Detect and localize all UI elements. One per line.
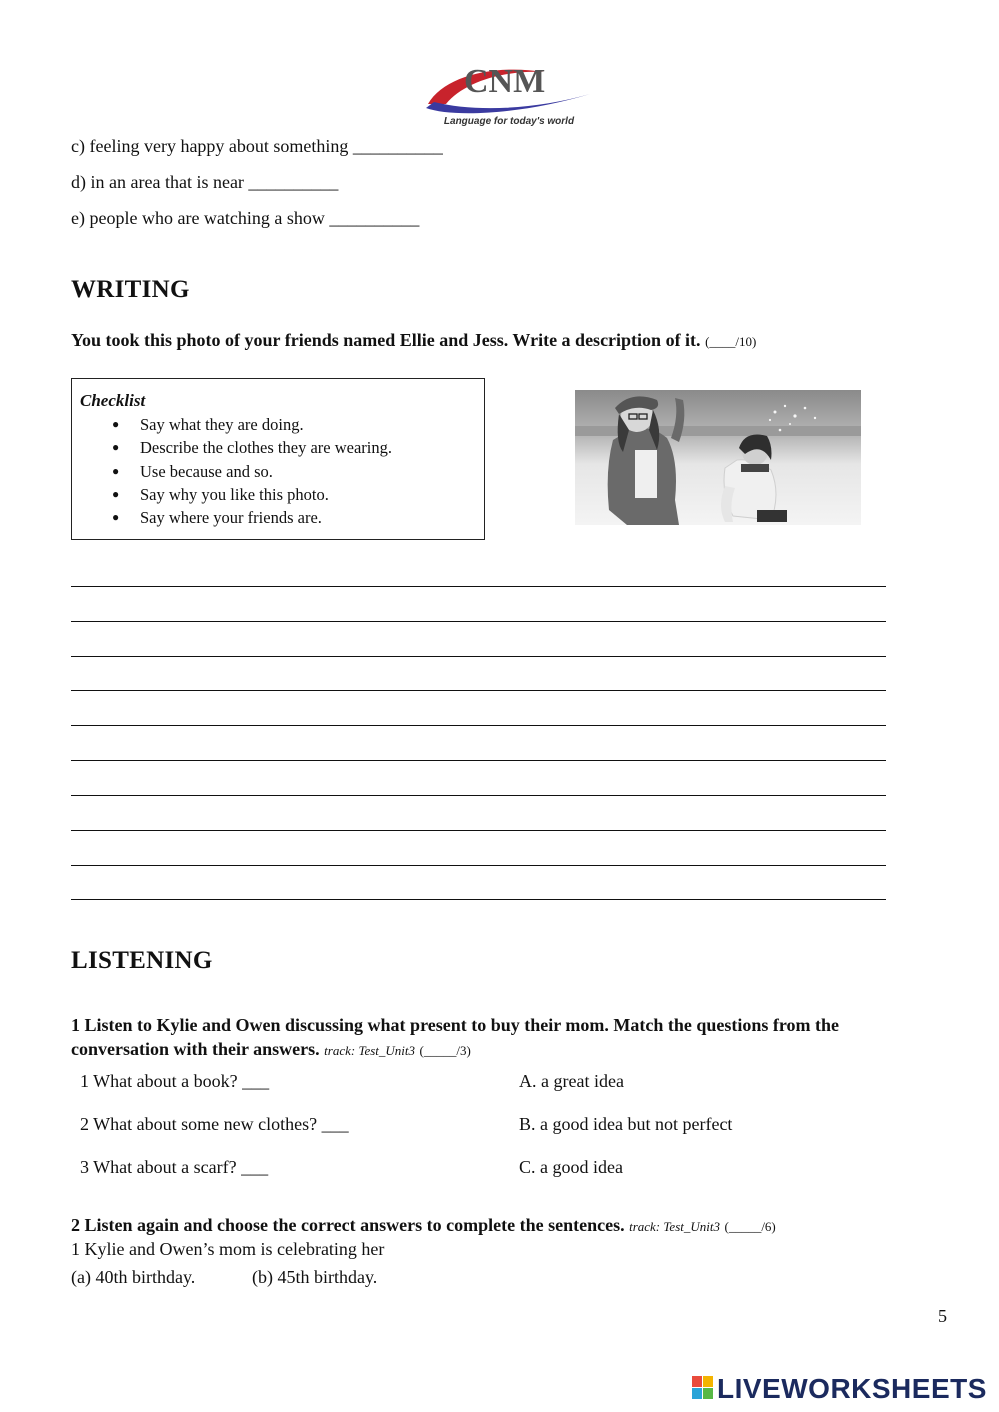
task1-score: (_____/3)	[419, 1043, 471, 1058]
task2-option-b[interactable]: (b) 45th birthday.	[252, 1267, 378, 1287]
vocab-item-d: d) in an area that is near __________	[71, 172, 339, 192]
bullet-icon: ●	[112, 417, 120, 431]
writing-line[interactable]	[71, 621, 886, 622]
match-question-1: 1 What about a book? ___	[80, 1071, 270, 1091]
logo-brand-text: CNM	[464, 63, 546, 100]
logo-tagline: Language for today's world	[443, 116, 575, 127]
writing-instruction: You took this photo of your friends named Ellie and Jess. Write a description of it. (____/10)	[71, 330, 757, 350]
match-question-3: 3 What about a scarf? ___	[80, 1157, 269, 1177]
checklist-list	[72, 413, 392, 529]
checklist-item: ● Describe the clothes they are wearing.	[72, 436, 392, 459]
listening-task1-instruction: 1 Listen to Kylie and Owen discussing what present to buy their mom. Match the questions from the conversation with their answers. track: Test_Unit3 (_____/3)	[71, 1015, 840, 1059]
match-answer-c: C. a good idea	[519, 1157, 623, 1177]
checklist-box	[71, 378, 485, 540]
bullet-icon: ●	[112, 486, 120, 501]
listening-task2-instruction: 2 Listen again and choose the correct answers to complete the sentences. track: Test_Unit3 (_____/6)	[71, 1215, 776, 1235]
writing-line[interactable]	[71, 795, 886, 796]
checklist-item: ● Say why you like this photo.	[72, 483, 392, 506]
writing-line[interactable]	[71, 656, 886, 657]
writing-line[interactable]	[71, 830, 886, 831]
checklist-item: ● Say what they are doing.	[72, 413, 392, 436]
task2-question-1: 1 Kylie and Owen’s mom is celebrating her	[71, 1239, 385, 1259]
vocab-item-c: c) feeling very happy about something __________	[71, 136, 443, 156]
listening-heading: LISTENING	[71, 947, 213, 974]
task1-track: track: Test_Unit3	[324, 1043, 416, 1058]
writing-line[interactable]	[71, 586, 886, 587]
match-answer-b: B. a good idea but not perfect	[519, 1114, 733, 1134]
vocab-item-e: e) people who are watching a show __________	[71, 208, 420, 228]
checklist-item: ● Use because and so.	[72, 460, 392, 483]
writing-line[interactable]	[71, 760, 886, 761]
page-number: 5	[938, 1306, 947, 1326]
match-question-2: 2 What about some new clothes? ___	[80, 1114, 349, 1134]
bullet-icon: ●	[112, 440, 120, 455]
writing-heading: WRITING	[71, 276, 190, 303]
friends-snow-photo	[575, 390, 861, 525]
writing-line[interactable]	[71, 899, 886, 900]
bullet-icon: ●	[112, 463, 120, 478]
liveworksheets-brand[interactable]: LIVEWORKSHEETS	[717, 1373, 987, 1404]
writing-line[interactable]	[71, 690, 886, 691]
checklist-item: ● Say where your friends are.	[72, 506, 392, 529]
task2-track: track: Test_Unit3	[629, 1219, 720, 1234]
task2-option-a[interactable]: (a) 40th birthday.	[71, 1267, 196, 1287]
liveworksheets-logo-icon	[692, 1376, 714, 1400]
writing-line[interactable]	[71, 865, 886, 866]
match-answer-a: A. a great idea	[519, 1071, 624, 1091]
bullet-icon: ●	[112, 510, 120, 525]
writing-score: (____/10)	[705, 334, 757, 349]
writing-line[interactable]	[71, 725, 886, 726]
task2-score: (_____/6)	[724, 1219, 776, 1234]
checklist-title: Checklist	[80, 391, 146, 410]
